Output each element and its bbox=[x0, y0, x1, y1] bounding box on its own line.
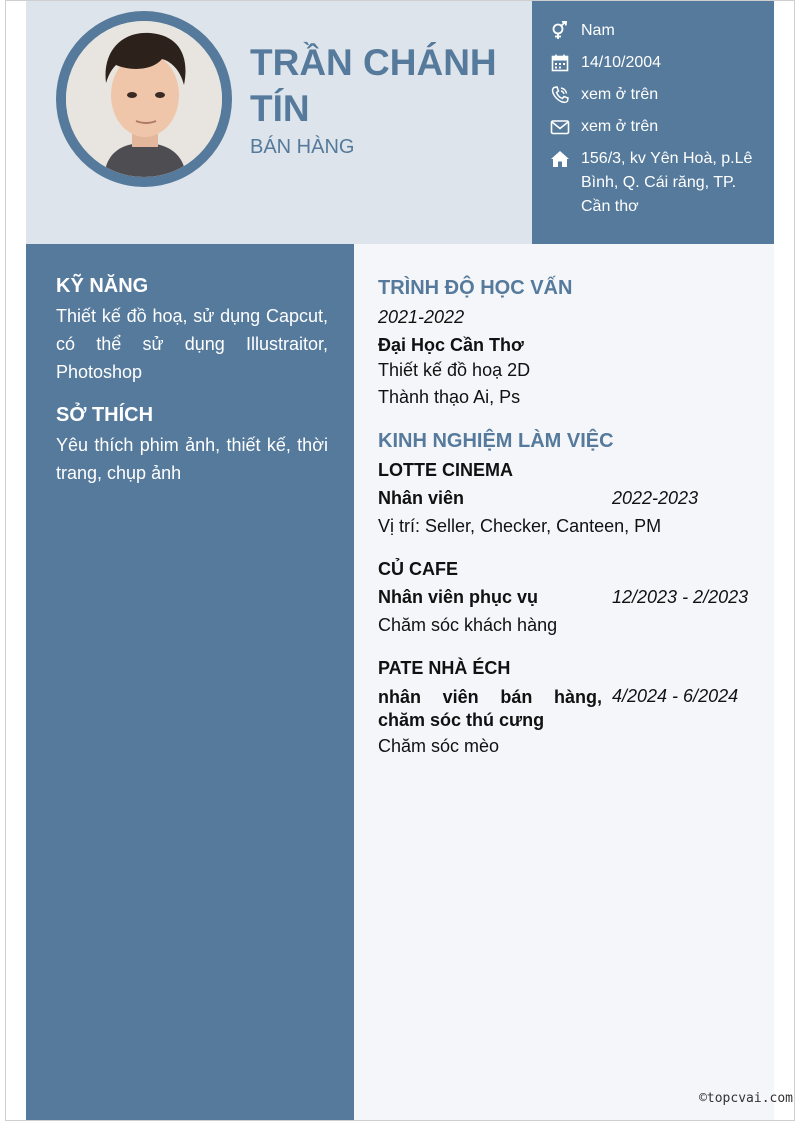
job-company: LOTTE CINEMA bbox=[378, 460, 513, 480]
phone-value: xem ở trên bbox=[581, 86, 659, 103]
contact-panel bbox=[532, 1, 774, 244]
job-position: Nhân viên phục vụ bbox=[378, 587, 539, 607]
job-description: Chăm sóc khách hàng bbox=[378, 615, 558, 635]
education-detail-2: Thành thạo Ai, Ps bbox=[378, 387, 521, 407]
email-value: xem ở trên bbox=[581, 118, 659, 135]
candidate-name bbox=[250, 40, 520, 132]
job-position: nhân viên bán hàng, chăm sóc thú cưng bbox=[378, 687, 602, 730]
main-content bbox=[354, 244, 774, 1120]
name-line-1: TRẦN CHÁNH bbox=[250, 42, 497, 83]
job-period: 4/2024 - 6/2024 bbox=[612, 686, 739, 706]
hobbies-text: Yêu thích phim ảnh, thiết kế, thời trang, chụp ảnh bbox=[56, 435, 328, 483]
education-school: Đại Học Cần Thơ bbox=[378, 335, 524, 355]
job-company: CỦ CAFE bbox=[378, 559, 458, 579]
job-period: 2022-2023 bbox=[612, 488, 699, 508]
education-period: 2021-2022 bbox=[378, 307, 465, 327]
address-value: 156/3, kv Yên Hoà, p.Lê Bình, Q. Cái răng, TP. Cần thơ bbox=[581, 150, 753, 215]
skills-heading: KỸ NĂNG bbox=[56, 275, 149, 297]
avatar-photo bbox=[66, 21, 222, 177]
job-position: Nhân viên bbox=[378, 488, 465, 508]
hobbies-heading: SỞ THÍCH bbox=[56, 404, 154, 426]
job-description: Chăm sóc mèo bbox=[378, 736, 500, 756]
dob-value: 14/10/2004 bbox=[581, 54, 662, 71]
job-description: Vị trí: Seller, Checker, Canteen, PM bbox=[378, 516, 662, 536]
mail-icon bbox=[550, 117, 570, 137]
watermark: ©topcvai.com bbox=[699, 1091, 793, 1106]
name-line-2: TÍN bbox=[250, 88, 310, 129]
phone-icon bbox=[550, 85, 570, 105]
avatar-frame bbox=[56, 11, 232, 187]
calendar-icon bbox=[550, 53, 570, 73]
job-company: PATE NHÀ ÉCH bbox=[378, 658, 511, 678]
job-period: 12/2023 - 2/2023 bbox=[612, 587, 749, 607]
gender-icon bbox=[550, 21, 570, 41]
education-heading: TRÌNH ĐỘ HỌC VẤN bbox=[378, 277, 573, 299]
education-detail-1: Thiết kế đồ hoạ 2D bbox=[378, 360, 531, 380]
experience-heading: KINH NGHIỆM LÀM VIỆC bbox=[378, 430, 614, 452]
gender-value: Nam bbox=[581, 22, 615, 39]
avatar bbox=[66, 21, 222, 177]
job-title: BÁN HÀNG bbox=[250, 136, 355, 158]
sidebar bbox=[26, 244, 354, 1120]
skills-text: Thiết kế đồ hoạ, sử dụng Capcut, có thể sử dụng Illustraitor, Photoshop bbox=[56, 306, 328, 382]
home-icon bbox=[550, 149, 570, 169]
